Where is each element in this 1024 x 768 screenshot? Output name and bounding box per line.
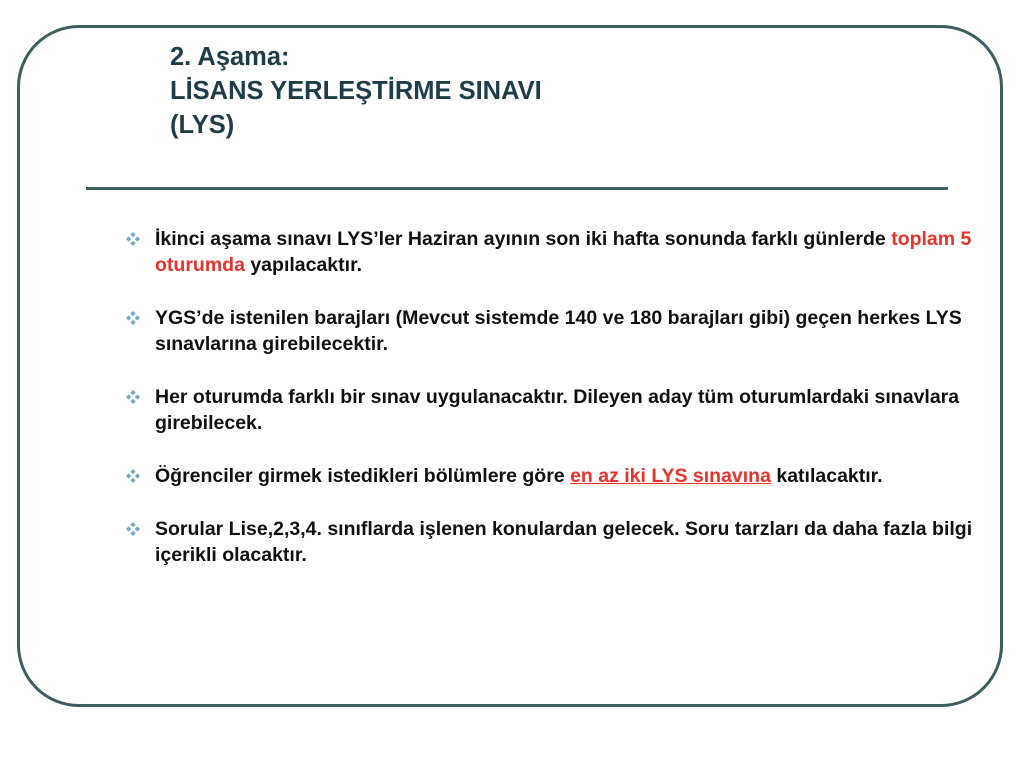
bullet-item-3: [120, 384, 980, 436]
bullet-3-text: Her oturumda farklı bir sınav uygulanacaktır. Dileyen aday tüm oturumlardaki sınavlara girebilecek.: [155, 386, 960, 434]
diamond-bullet-icon: [123, 226, 143, 252]
bullet-5-text: Sorular Lise,2,3,4. sınıflarda işlenen konulardan gelecek. Soru tarzları da daha fazla bilgi içerikli olacaktır.: [155, 518, 973, 566]
bullet-item-5: [120, 516, 980, 568]
diamond-bullet-icon: [123, 305, 143, 331]
slide-title: [170, 40, 870, 142]
title-line-1: 2. Aşama:: [170, 43, 290, 71]
bullet-1-highlight: toplam 5 oturumda: [155, 228, 972, 276]
title-divider: [86, 187, 948, 190]
bullet-1-text: İkinci aşama sınavı LYS’ler Haziran ayının son iki hafta sonunda farklı günlerde: [155, 228, 892, 250]
bullet-item-4: [120, 463, 980, 489]
bullet-2-text: YGS’de istenilen barajları (Mevcut sistemde 140 ve 180 barajları gibi) geçen herkes LYS sınavlarına girebilecektir.: [155, 307, 962, 355]
diamond-bullet-icon: [123, 384, 143, 410]
bullet-4-text: Öğrenciler girmek istedikleri bölümlere göre: [155, 465, 571, 487]
diamond-bullet-icon: [123, 463, 143, 489]
diamond-bullet-icon: [123, 516, 143, 542]
bullet-1-text-end: yapılacaktır.: [244, 254, 362, 276]
bullet-item-1: [120, 226, 980, 278]
title-line-2: LİSANS YERLEŞTİRME SINAVI: [170, 77, 542, 105]
bullet-item-2: [120, 305, 980, 357]
bullet-4-text-end: katılacaktır.: [770, 465, 883, 487]
bullet-list: [120, 226, 980, 595]
bullet-4-highlight: en az iki LYS sınavına: [570, 465, 771, 487]
title-line-3: (LYS): [170, 111, 235, 139]
